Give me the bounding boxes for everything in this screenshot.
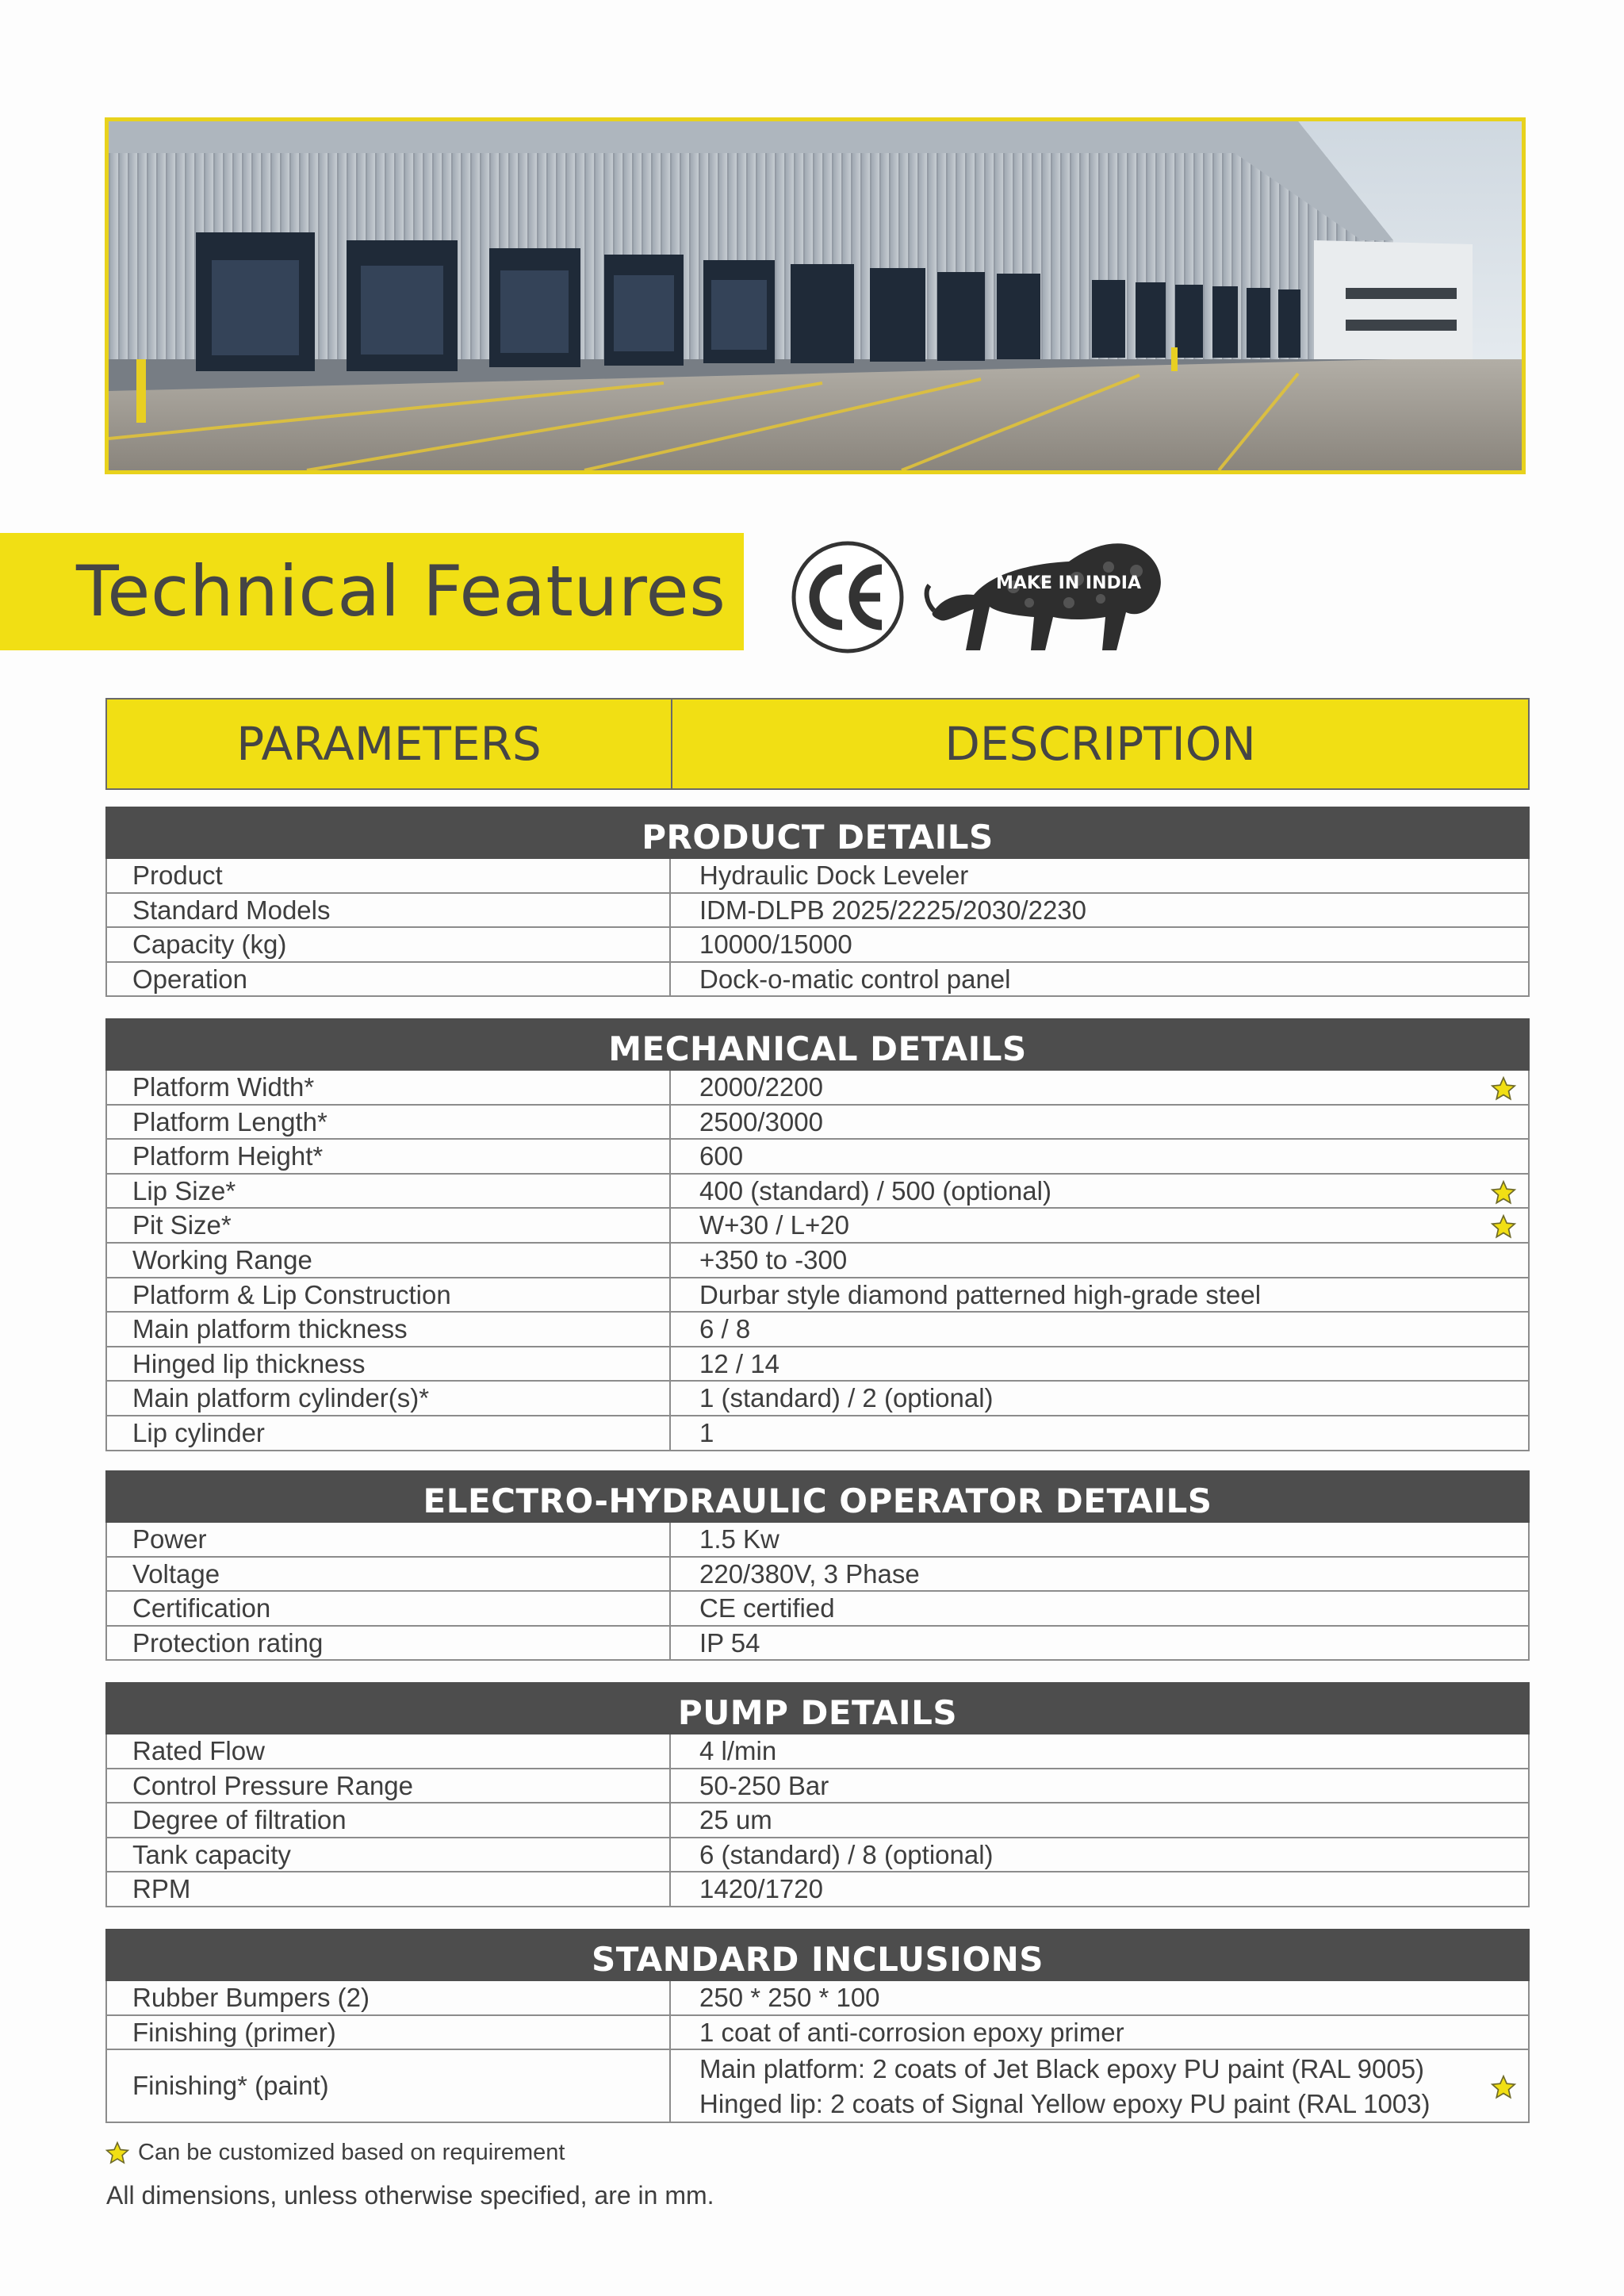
description-text: CE certified xyxy=(699,1593,835,1623)
parameter-cell: Platform Length* xyxy=(107,1106,671,1139)
description-text: W+30 / L+20 xyxy=(699,1210,849,1240)
star-icon xyxy=(1490,2074,1517,2101)
parameter-cell: Platform & Lip Construction xyxy=(107,1278,671,1312)
description-text: 220/380V, 3 Phase xyxy=(699,1558,920,1589)
description-text-2: Hinged lip: 2 coats of Signal Yellow epoxy PU paint (RAL 1003) xyxy=(699,2089,1431,2119)
description-text: Dock-o-matic control panel xyxy=(699,964,1011,994)
table-row xyxy=(105,1769,1530,1804)
table-row xyxy=(105,1803,1530,1838)
make-in-india-lion-logo xyxy=(918,523,1180,658)
description-text: 1420/1720 xyxy=(699,1874,823,1904)
table-row xyxy=(105,1523,1530,1558)
description-cell xyxy=(671,1627,1528,1660)
description-text: 400 (standard) / 500 (optional) xyxy=(699,1175,1051,1205)
table-row xyxy=(105,859,1530,894)
description-cell xyxy=(671,1981,1528,2014)
description-cell xyxy=(671,928,1528,961)
table-row xyxy=(105,1416,1530,1451)
description-text: 6 (standard) / 8 (optional) xyxy=(699,1839,994,1869)
parameter-cell: Working Range xyxy=(107,1244,671,1277)
section-title: ELECTRO-HYDRAULIC OPERATOR DETAILS xyxy=(105,1470,1530,1523)
parameter-cell: Tank capacity xyxy=(107,1838,671,1872)
parameter-cell: Main platform cylinder(s)* xyxy=(107,1382,671,1415)
description-cell xyxy=(671,894,1528,927)
description-text: Durbar style diamond patterned high-grade steel xyxy=(699,1279,1262,1309)
parameter-cell: Pit Size* xyxy=(107,1209,671,1242)
section-title: STANDARD INCLUSIONS xyxy=(105,1929,1530,1981)
make-in-india-text: MAKE IN INDIA xyxy=(996,573,1141,593)
description-text: Hydraulic Dock Leveler xyxy=(699,861,969,890)
parameter-cell: Capacity (kg) xyxy=(107,928,671,961)
table-row xyxy=(105,1627,1530,1662)
description-text: 1 coat of anti-corrosion epoxy primer xyxy=(699,2017,1124,2047)
section-title: PRODUCT DETAILS xyxy=(105,807,1530,859)
description-text: 1.5 Kw xyxy=(699,1524,779,1554)
parameter-cell: Voltage xyxy=(107,1558,671,1591)
description-text: 2500/3000 xyxy=(699,1106,823,1137)
table-row xyxy=(105,1244,1530,1278)
description-cell xyxy=(671,1347,1528,1381)
description-text: IDM-DLPB 2025/2225/2030/2230 xyxy=(699,895,1087,925)
parameter-cell: Platform Height* xyxy=(107,1140,671,1173)
page-title: Technical Features xyxy=(76,550,726,632)
table-row xyxy=(105,1209,1530,1244)
parameter-cell: Degree of filtration xyxy=(107,1803,671,1837)
parameter-cell: Operation xyxy=(107,963,671,996)
parameter-cell: Finishing* (paint) xyxy=(107,2050,671,2122)
parameter-cell: Rubber Bumpers (2) xyxy=(107,1981,671,2014)
dimensions-note: All dimensions, unless otherwise specified, are in mm. xyxy=(106,2181,714,2210)
section-title: PUMP DETAILS xyxy=(105,1682,1530,1734)
description-text: 50-250 Bar xyxy=(699,1770,829,1800)
description-cell xyxy=(671,1872,1528,1906)
parameter-cell: Power xyxy=(107,1523,671,1556)
section-standard-inclusions xyxy=(105,1929,1530,2123)
description-cell xyxy=(671,1416,1528,1450)
star-icon xyxy=(1490,1075,1517,1102)
star-icon xyxy=(1490,1213,1517,1240)
description-cell xyxy=(671,1769,1528,1803)
table-row xyxy=(105,1175,1530,1209)
parameter-cell: Rated Flow xyxy=(107,1734,671,1768)
description-cell xyxy=(671,1071,1528,1104)
description-cell xyxy=(671,1140,1528,1173)
description-cell xyxy=(671,1106,1528,1139)
parameter-cell: Control Pressure Range xyxy=(107,1769,671,1803)
parameter-cell: Hinged lip thickness xyxy=(107,1347,671,1381)
parameter-cell: Standard Models xyxy=(107,894,671,927)
table-row xyxy=(105,1071,1530,1106)
description-cell xyxy=(671,1523,1528,1556)
parameter-cell: Lip cylinder xyxy=(107,1416,671,1450)
parameter-cell: Certification xyxy=(107,1592,671,1625)
description-text: 10000/15000 xyxy=(699,930,852,960)
table-row xyxy=(105,1382,1530,1416)
description-text: 1 xyxy=(699,1417,714,1447)
description-cell xyxy=(671,1838,1528,1872)
section-electro-hydraulic-operator-details xyxy=(105,1470,1530,1661)
table-row xyxy=(105,1872,1530,1907)
table-row xyxy=(105,1313,1530,1347)
header-description: DESCRIPTION xyxy=(944,717,1256,771)
table-row xyxy=(105,963,1530,998)
star-icon xyxy=(1490,1179,1517,1206)
description-text: 2000/2200 xyxy=(699,1072,823,1102)
description-cell xyxy=(671,1278,1528,1312)
table-row xyxy=(105,928,1530,963)
table-row xyxy=(105,2016,1530,2051)
description-cell xyxy=(671,2050,1528,2122)
section-mechanical-details xyxy=(105,1018,1530,1451)
table-row xyxy=(105,894,1530,929)
description-text: 4 l/min xyxy=(699,1736,777,1765)
parameter-cell: Product xyxy=(107,859,671,892)
parameter-cell: Main platform thickness xyxy=(107,1313,671,1346)
star-footnote xyxy=(105,2140,565,2166)
description-text: Main platform: 2 coats of Jet Black epoxy PU paint (RAL 9005) xyxy=(699,2054,1425,2084)
description-cell xyxy=(671,1209,1528,1242)
description-text: 250 * 250 * 100 xyxy=(699,1983,880,2012)
section-product-details xyxy=(105,807,1530,997)
description-text: 1 (standard) / 2 (optional) xyxy=(699,1383,994,1413)
parameter-cell: Lip Size* xyxy=(107,1175,671,1208)
table-row xyxy=(105,1106,1530,1140)
description-cell xyxy=(671,1592,1528,1625)
description-text: 600 xyxy=(699,1141,744,1171)
star-icon xyxy=(105,2141,130,2166)
parameter-cell: Protection rating xyxy=(107,1627,671,1660)
description-cell xyxy=(671,1734,1528,1768)
table-row xyxy=(105,1278,1530,1313)
description-cell xyxy=(671,1313,1528,1346)
description-text: +350 to -300 xyxy=(699,1244,848,1274)
table-row xyxy=(105,1981,1530,2016)
description-cell xyxy=(671,1382,1528,1415)
section-title: MECHANICAL DETAILS xyxy=(105,1018,1530,1071)
table-row xyxy=(105,1734,1530,1769)
description-cell xyxy=(671,2016,1528,2049)
table-row xyxy=(105,1347,1530,1382)
description-text: 25 um xyxy=(699,1805,772,1835)
table-row xyxy=(105,2050,1530,2123)
table-row xyxy=(105,1140,1530,1175)
header-parameters: PARAMETERS xyxy=(107,700,672,788)
hero-warehouse-image xyxy=(105,117,1526,474)
description-cell xyxy=(671,1803,1528,1837)
parameter-cell: RPM xyxy=(107,1872,671,1906)
ce-mark-icon xyxy=(788,538,907,657)
parameter-cell: Platform Width* xyxy=(107,1071,671,1104)
description-cell xyxy=(671,1244,1528,1277)
table-row xyxy=(105,1592,1530,1627)
description-text: 6 / 8 xyxy=(699,1314,751,1344)
parameter-cell: Finishing (primer) xyxy=(107,2016,671,2049)
description-cell xyxy=(671,1558,1528,1591)
description-cell xyxy=(671,963,1528,996)
table-header xyxy=(105,698,1530,790)
description-cell xyxy=(671,859,1528,892)
description-text: IP 54 xyxy=(699,1627,760,1658)
section-pump-details xyxy=(105,1682,1530,1907)
table-row xyxy=(105,1838,1530,1873)
description-cell xyxy=(671,1175,1528,1208)
table-row xyxy=(105,1558,1530,1593)
description-text: 12 / 14 xyxy=(699,1348,779,1378)
star-footnote-text: Can be customized based on requirement xyxy=(138,2140,565,2165)
